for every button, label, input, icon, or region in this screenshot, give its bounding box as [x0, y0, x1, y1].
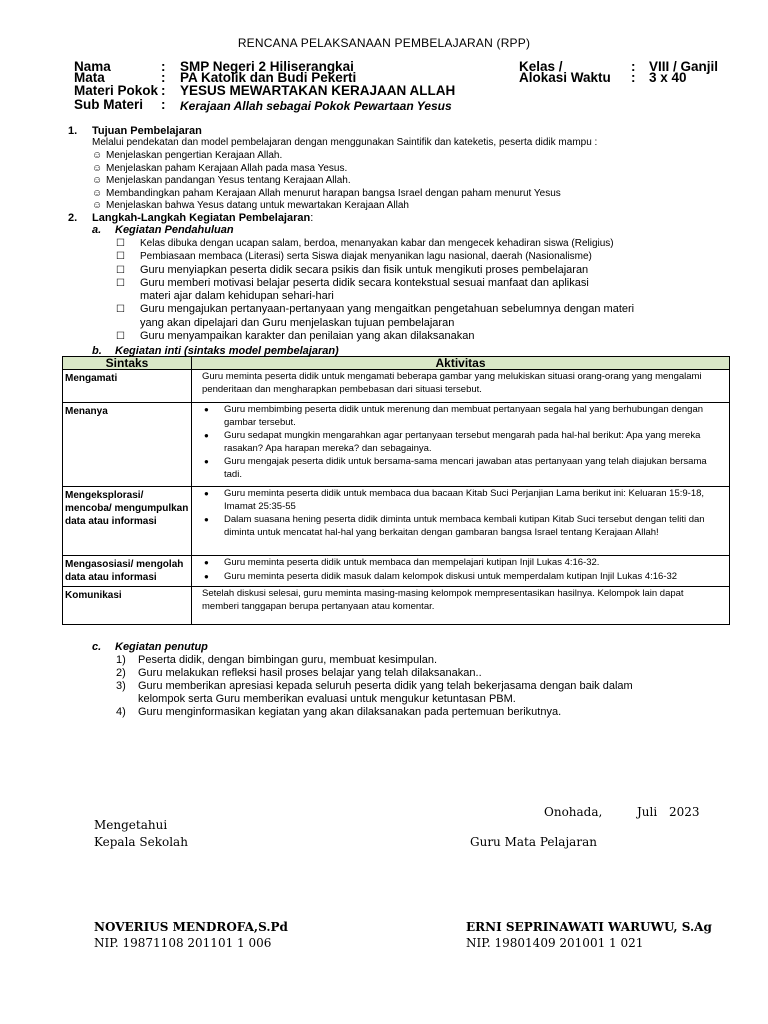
aktivitas-item: ● Dalam suasana hening peserta didik diminta untuk membaca kembali kutipan Kitab Suci tersebut dengan teliti dan diminta untuk mencatat hal-hal yang berkaitan dengan gambaran bangsa Israel tentang Kerajaan Allah!	[202, 514, 723, 539]
tujuan-item-text: Membandingkan paham Kerajaan Allah menurut harapan bangsa Israel dengan paham menurut Yesus	[106, 187, 561, 199]
tujuan-item	[92, 200, 561, 213]
sub-materi-value: Kerajaan Allah sebagai Pokok Pewartaan Yesus	[180, 99, 452, 113]
aktivitas-cell	[192, 370, 730, 403]
aktivitas-item: ● Guru meminta peserta didik untuk membaca dan mempelajari kutipan Injil Lukas 4:16-32.	[202, 557, 723, 570]
sign-place: Onohada,	[544, 805, 603, 819]
pendahuluan-item-text: Guru menyampaikan karakter dan penilaian yang akan dilaksanakan	[140, 330, 475, 343]
penutup-item-text: Peserta didik, dengan bimbingan guru, membuat kesimpulan.	[138, 654, 438, 666]
pendahuluan-item-text: Guru memberi motivasi belajar peserta didik secara kontekstual sesuai manfaat dan aplikasi	[140, 276, 589, 289]
tujuan-intro: Melalui pendekatan dan model pembelajaran dengan menggunakan Saintifik dan kateketis, peserta didik mampu :	[92, 137, 598, 148]
materi-pokok-value: YESUS MEWARTAKAN KERAJAAN ALLAH	[180, 83, 456, 98]
materi-pokok-label: Materi Pokok	[74, 83, 159, 98]
table-header-row	[63, 357, 730, 370]
mata-value: PA Katolik dan Budi Pekerti	[180, 70, 357, 85]
penutup-item-text: Guru memberikan apresiasi kepada seluruh peserta didik yang telah bekerjasama dengan baik dalam	[138, 680, 633, 692]
colon: :	[161, 70, 166, 85]
penutup-heading: Kegiatan penutup	[115, 641, 208, 653]
colon: :	[631, 59, 636, 74]
colon: :	[631, 70, 636, 85]
colon: :	[161, 83, 166, 98]
alokasi-label: Alokasi Waktu	[519, 70, 611, 85]
tujuan-item-text: Menjelaskan bahwa Yesus datang untuk mewartakan Kerajaan Allah	[106, 200, 409, 211]
tujuan-item-text: Menjelaskan paham Kerajaan Allah pada masa Yesus.	[106, 162, 348, 174]
pendahuluan-item	[116, 264, 634, 277]
document-title: RENCANA PELAKSANAAN PEMBELAJARAN (RPP)	[237, 36, 531, 50]
kelas-value: VIII / Ganjil	[649, 59, 719, 74]
sign-year: 2023	[669, 805, 700, 819]
pendahuluan-item-text: Guru mengajukan pertanyaan-pertanyaan yang mengaitkan pengetahuan sebelumnya dengan materi	[140, 303, 635, 316]
kepala-nip: NIP. 19871108 201101 1 006	[94, 936, 272, 950]
mengetahui-label: Mengetahui	[94, 818, 168, 832]
pendahuluan-item	[116, 330, 634, 343]
inti-letter: b.	[92, 345, 102, 357]
penutup-list	[116, 654, 633, 719]
sub-materi-label: Sub Materi	[74, 97, 144, 112]
pendahuluan-item	[116, 290, 634, 303]
guru-nip: NIP. 19801409 201001 1 021	[466, 936, 644, 950]
tujuan-heading: Tujuan Pembelajaran	[92, 125, 202, 137]
aktivitas-text: Setelah diskusi selesai, guru meminta masing-masing kelompok mempresentasikan hasilnya. Kelompok lain dapat memberi tanggapan berupa pertanyaan atau komentar.	[202, 588, 684, 612]
penutup-item	[116, 654, 633, 667]
penutup-item-number: 1)	[116, 654, 126, 666]
sintaks-table	[62, 356, 730, 625]
pendahuluan-item-text: Guru menyiapkan peserta didik secara psikis dan fisik untuk mengikuti proses pembelajaran	[140, 263, 589, 276]
checkbox-icon: ☐	[116, 304, 125, 316]
section-number: 2.	[68, 212, 78, 224]
aktivitas-item: ● Guru meminta peserta didik untuk membaca dua bacaan Kitab Suci Perjanjian Lama berikut ini: Keluaran 15:9-18, Imamat 25:35-55	[202, 488, 723, 513]
penutup-item	[116, 667, 633, 680]
checkbox-icon: ☐	[116, 277, 125, 289]
penutup-item-text: Guru menginformasikan kegiatan yang akan dilaksanakan pada pertemuan berikutnya.	[138, 706, 562, 718]
tujuan-item	[92, 188, 561, 201]
table-row	[63, 587, 730, 625]
aktivitas-cell	[192, 403, 730, 487]
aktivitas-list	[202, 488, 723, 539]
langkah-heading-text: Langkah-Langkah Kegiatan Pembelajaran	[92, 212, 311, 224]
smiley-icon: ☺	[92, 200, 103, 211]
sign-month: Juli	[637, 805, 658, 819]
aktivitas-cell	[192, 587, 730, 625]
pendahuluan-item	[116, 303, 634, 316]
kepala-sekolah-label: Kepala Sekolah	[94, 835, 188, 849]
smiley-icon: ☺	[92, 175, 103, 186]
smiley-icon: ☺	[92, 162, 103, 174]
aktivitas-item: ● Guru sedapat mungkin mengarahkan agar pertanyaan tersebut mengarah pada hal-hal berikut: Apa yang mereka rasakan? Apa harapan mereka? dan sebagainya.	[202, 430, 723, 455]
pendahuluan-heading: Kegiatan Pendahuluan	[115, 224, 234, 236]
smiley-icon: ☺	[92, 150, 103, 161]
tujuan-item-text: Menjelaskan pengertian Kerajaan Allah.	[106, 150, 283, 161]
sintaks-cell: Mengeksplorasi/ mencoba/ mengumpulkan data atau informasi	[63, 487, 192, 556]
pendahuluan-item	[116, 277, 634, 290]
mata-label: Mata	[74, 70, 105, 85]
tujuan-item	[92, 175, 561, 188]
langkah-heading	[92, 212, 313, 224]
nama-label: Nama	[74, 59, 111, 74]
header-aktivitas: Aktivitas	[192, 357, 730, 370]
penutup-item-text: Guru melakukan refleksi hasil proses belajar yang telah dilaksanakan..	[138, 667, 482, 679]
tujuan-item	[92, 150, 561, 163]
penutup-letter: c.	[92, 641, 102, 653]
sintaks-cell: Menanya	[63, 403, 192, 487]
checkbox-icon: ☐	[116, 238, 125, 249]
guru-name: ERNI SEPRINAWATI WARUWU, S.Ag	[466, 920, 712, 934]
pendahuluan-item	[116, 237, 634, 250]
pendahuluan-list	[116, 237, 634, 343]
pendahuluan-item-text: Pembiasaan membaca (Literasi) serta Siswa diajak menyanikan lagu nasional, daerah (Nasionalisme)	[140, 251, 592, 263]
table-row	[63, 487, 730, 556]
penutup-item	[116, 706, 633, 719]
penutup-item	[116, 693, 633, 706]
sintaks-cell: Mengasosiasi/ mengolah data atau informasi	[63, 556, 192, 587]
aktivitas-item: ● Guru meminta peserta didik masuk dalam kelompok diskusi untuk memperdalam kutipan Injil Lukas 4:16-32	[202, 571, 723, 584]
penutup-item-number: 2)	[116, 667, 126, 679]
table-row	[63, 370, 730, 403]
kelas-label: Kelas /	[519, 59, 563, 74]
aktivitas-list	[202, 404, 723, 481]
pendahuluan-item	[116, 317, 634, 330]
checkbox-icon: ☐	[116, 264, 125, 276]
pendahuluan-item-text: yang akan dipelajari dan Guru menjelaskan tujuan pembelajaran	[140, 316, 455, 329]
checkbox-icon: ☐	[116, 251, 125, 263]
table-row	[63, 403, 730, 487]
aktivitas-cell	[192, 556, 730, 587]
sintaks-cell: Komunikasi	[63, 587, 192, 625]
langkah-heading-suffix: :	[310, 212, 314, 224]
inti-heading: Kegiatan inti (sintaks model pembelajaran)	[115, 345, 339, 357]
pendahuluan-letter: a.	[92, 224, 102, 236]
kepala-name: NOVERIUS MENDROFA,S.Pd	[94, 920, 288, 934]
aktivitas-item: ● Guru mengajak peserta didik untuk bersama-sama mencari jawaban atas pertanyaan yang telah diajukan bersama tadi.	[202, 456, 723, 481]
checkbox-icon: ☐	[116, 331, 125, 343]
section-number: 1.	[68, 125, 78, 137]
pendahuluan-item-text: materi ajar dalam kehidupan sehari-hari	[140, 290, 334, 303]
tujuan-item-text: Menjelaskan pandangan Yesus tentang Kerajaan Allah.	[106, 175, 351, 186]
sintaks-cell: Mengamati	[63, 370, 192, 403]
alokasi-value: 3 x 40	[649, 70, 687, 85]
penutup-item-number: 3)	[116, 680, 126, 692]
aktivitas-list	[202, 557, 723, 583]
penutup-item-number: 4)	[116, 706, 126, 718]
table-row	[63, 556, 730, 587]
penutup-item	[116, 680, 633, 693]
aktivitas-cell	[192, 487, 730, 556]
penutup-item-text: kelompok serta Guru memberikan evaluasi untuk mengukur ketuntasan PBM.	[138, 693, 516, 705]
header-sintaks: Sintaks	[63, 357, 192, 370]
pendahuluan-item	[116, 250, 634, 263]
tujuan-item	[92, 163, 561, 176]
pendahuluan-item-text: Kelas dibuka dengan ucapan salam, berdoa, menanyakan kabar dan mengecek kehadiran siswa (Religius)	[140, 238, 614, 249]
guru-mapel-label: Guru Mata Pelajaran	[470, 835, 597, 849]
colon: :	[161, 59, 166, 74]
nama-value: SMP Negeri 2 Hiliserangkai	[180, 59, 354, 74]
tujuan-list	[92, 150, 561, 213]
aktivitas-item: ● Guru membimbing peserta didik untuk merenung dan membuat pertanyaan segala hal yang berhubungan dengan gambar tersebut.	[202, 404, 723, 429]
colon: :	[161, 97, 166, 112]
smiley-icon: ☺	[92, 187, 103, 199]
aktivitas-text: Guru meminta peserta didik untuk mengamati beberapa gambar yang melukiskan situasi orang-orang yang mengalami penderitaan dan mengharapkan pembebasan dari situasi tersebut.	[202, 371, 702, 395]
